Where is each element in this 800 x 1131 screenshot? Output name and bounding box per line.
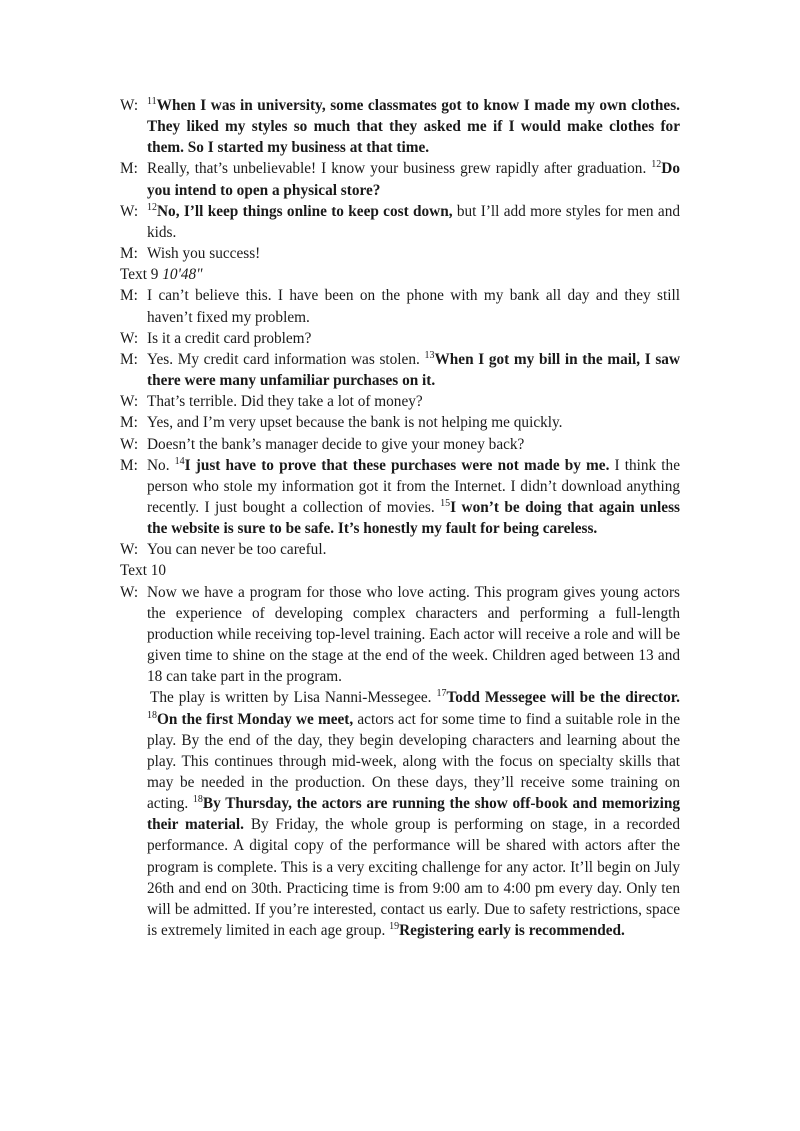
question-number: 12 — [651, 159, 662, 171]
speaker-label: W: — [120, 541, 139, 559]
dialogue-turn — [120, 158, 680, 200]
dialogue-turn — [120, 201, 680, 243]
dialogue-content — [147, 539, 680, 560]
dialogue-text: Wish you success! — [147, 245, 261, 263]
dialogue-content — [147, 285, 680, 327]
dialogue-turn — [120, 539, 680, 560]
dialogue-text: Really, that’s unbelievable! I know your business grew rapidly after graduation. — [147, 160, 652, 178]
section-heading — [120, 264, 680, 285]
question-number: 14 — [174, 455, 185, 467]
section-label: Text 9 — [120, 266, 159, 284]
question-number: 19 — [389, 921, 400, 932]
dialogue-turn — [120, 412, 680, 433]
dialogue-text: Yes. My credit card information was stolen. — [147, 350, 425, 368]
dialogue-content — [147, 412, 680, 433]
dialogue-text: No. — [147, 456, 175, 474]
question-number: 18 — [192, 794, 203, 806]
dialogue-content — [147, 349, 680, 391]
answer-highlight: When I got my bill in the mail, I saw there were many unfamiliar purchases on it. — [147, 350, 680, 390]
dialogue-text: That’s terrible. Did they take a lot of money? — [147, 393, 423, 411]
answer-highlight: When I was in university, some classmates got to know I made my own clothes. They liked my styles so much that they asked me if I would make clothes for them. So I started my business at that time. — [147, 97, 680, 157]
dialogue-text: but I’ll add more styles for men and kids. — [147, 202, 680, 241]
dialogue-text: actors act for some time to find a suitable role in the play. By the end of the day, they begin developing characters and learning about the play. This continues through mid-week, along with the focus on specialty skills that may be needed in the production. On these days, they’ll receive some training on acting. — [147, 710, 680, 813]
dialogue-text: Is it a credit card problem? — [147, 329, 312, 347]
dialogue-text: I can’t believe this. I have been on the phone with my bank all day and they still haven’t fixed my problem. — [147, 287, 680, 326]
speaker-label: M: — [120, 287, 138, 305]
answer-highlight: Do you intend to open a physical store? — [147, 160, 680, 199]
dialogue-turn — [120, 285, 680, 327]
dialogue-text: I think the person who stole my information got it from the Internet. I didn’t download anything recently. I just bought a collection of movies. — [147, 456, 680, 516]
dialogue-text: You can never be too careful. — [147, 541, 327, 559]
answer-highlight: By Thursday, the actors are running the show off-book and memorizing their material. — [147, 795, 680, 834]
question-number: 17 — [436, 688, 447, 700]
dialogue-turn — [120, 243, 680, 264]
question-number: 12 — [147, 201, 157, 213]
question-number: 11 — [147, 95, 157, 107]
dialogue-turn — [120, 328, 680, 349]
dialogue-text: Now we have a program for those who love acting. This program gives young actors the experience of developing complex characters and performing a full-length production while receiving top-level training. Each actor will receive a role and will be given time to shine on the stage at the end of the week. Children aged between 13 and 18 can take part in the program. — [147, 583, 680, 686]
speaker-label: W: — [120, 202, 139, 220]
dialogue-turn — [120, 95, 680, 158]
dialogue-turn — [120, 434, 680, 455]
dialogue-turn — [120, 582, 680, 688]
answer-highlight: No, I’ll keep things online to keep cost down, — [157, 202, 453, 220]
answer-highlight: I just have to prove that these purchases were not made by me. — [184, 456, 610, 474]
question-number: 18 — [147, 709, 157, 721]
speaker-label: W: — [120, 393, 139, 411]
dialogue-text: Doesn’t the bank’s manager decide to give your money back? — [147, 435, 525, 453]
speaker-label: W: — [120, 97, 139, 114]
speaker-label: M: — [120, 456, 138, 474]
dialogue-content — [147, 201, 680, 243]
answer-highlight: Registering early is recommended. — [399, 922, 625, 940]
dialogue-text: By Friday, the whole group is performing on stage, in a recorded performance. A digital copy of the performance will be shared with actors after the program is complete. This is a very exciting challenge for any actor. It’ll begin on July 26th and end on 30th. Practicing time is from 9:00 am to 4:00 pm every day. Only ten will be admitted. If you’re interested, contact us early. Due to safety restrictions, space is extremely limited in each age group. — [147, 816, 680, 940]
speaker-label: M: — [120, 414, 138, 432]
section-label: Text 10 — [120, 562, 167, 580]
section-heading — [120, 560, 680, 581]
dialogue-turn — [120, 455, 680, 540]
speaker-label: M: — [120, 245, 138, 263]
dialogue-content — [147, 434, 680, 455]
dialogue-content — [147, 455, 680, 540]
answer-highlight: I won’t be doing that again unless the website is sure to be safe. It’s honestly my fault for being careless. — [147, 498, 681, 538]
speaker-label: M: — [120, 350, 138, 368]
section-time: 10'48" — [162, 266, 203, 284]
dialogue-content — [147, 95, 680, 158]
speaker-label: W: — [120, 435, 139, 453]
speaker-label: M: — [120, 160, 138, 178]
question-number: 15 — [440, 497, 451, 509]
dialogue-text: Yes, and I’m very upset because the bank is not helping me quickly. — [147, 414, 563, 432]
dialogue-turn — [120, 349, 680, 391]
dialogue-turn — [120, 391, 680, 412]
dialogue-content — [147, 243, 680, 264]
transcript-page — [120, 95, 680, 941]
answer-highlight: On the first Monday we meet, — [157, 710, 354, 728]
dialogue-text: The play is written by Lisa Nanni-Messegee. — [150, 689, 437, 707]
speaker-label: W: — [120, 329, 139, 347]
dialogue-content — [147, 582, 680, 688]
dialogue-content — [147, 391, 680, 412]
dialogue-content — [147, 328, 680, 349]
answer-highlight: Todd Messegee will be the director. — [446, 689, 680, 707]
dialogue-content — [147, 158, 680, 200]
monologue-paragraph — [147, 687, 680, 941]
speaker-label: W: — [120, 583, 139, 601]
question-number: 13 — [424, 349, 435, 361]
